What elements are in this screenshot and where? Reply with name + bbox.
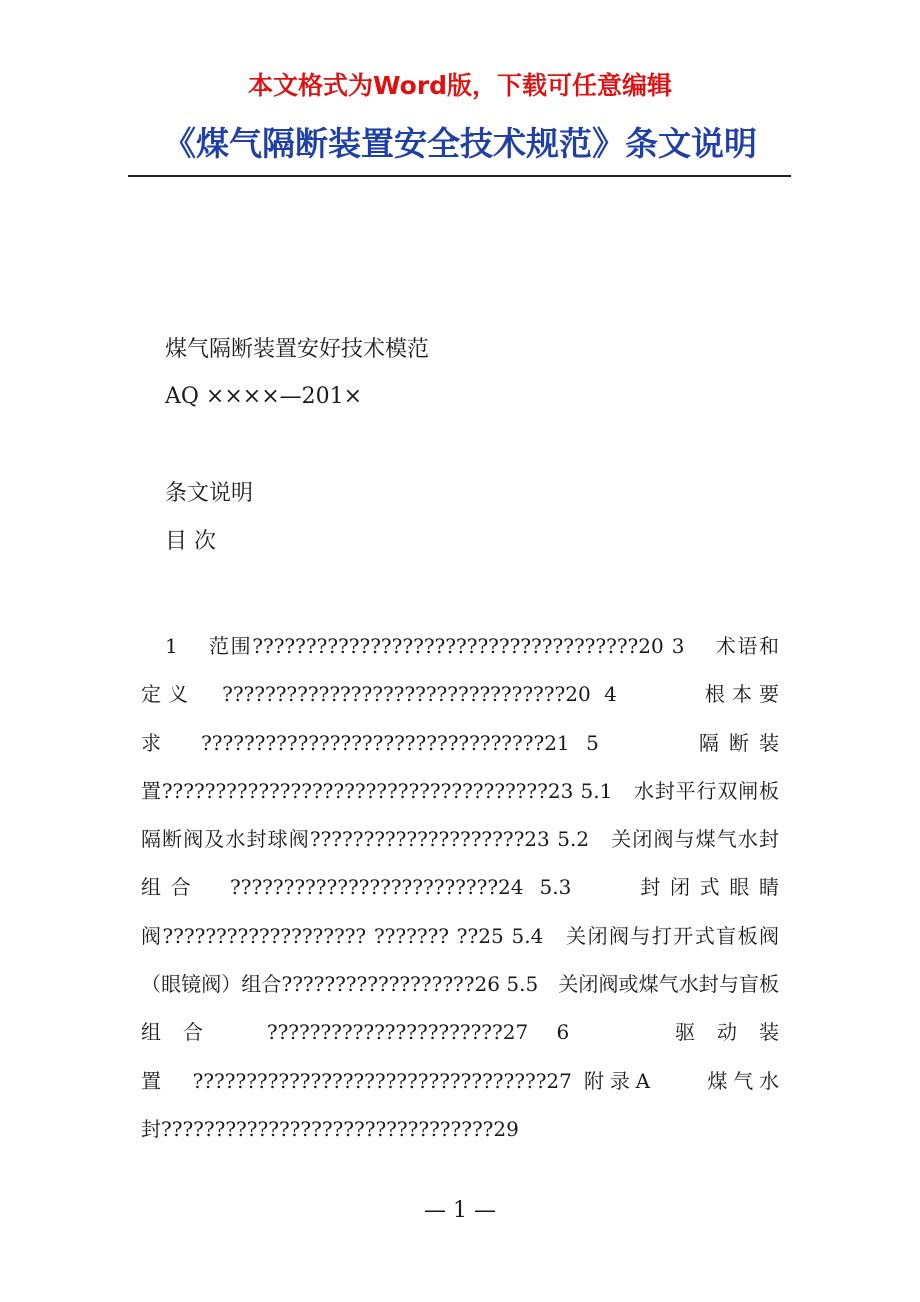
document-title: 《煤气隔断装置安全技术规范》条文说明 <box>163 124 757 163</box>
toc-entry-isolation-devices[interactable]: 5 隔断装置????????????????????????????????????23 <box>141 730 780 803</box>
toc-entry-appendix-a[interactable]: 附录A 煤气水封???????????????????????????????29 <box>141 1068 779 1141</box>
toc-entry-5-4[interactable]: 5.4 关闭阀与打开式盲板阀（眼镜阀）组合??????????????????26 <box>141 923 780 997</box>
toc-entry-5-2[interactable]: 5.2 关闭阀与煤气水封组合 ?????????????????????????24 <box>141 827 780 900</box>
standard-code: AQ ××××—201× <box>165 384 363 409</box>
section-heading: 条文说明 <box>165 481 254 506</box>
toc-entry-5-1[interactable]: 5.1 水封平行双闸板隔断阀及水封球阀????????????????????23 <box>141 778 780 852</box>
toc-entry-5-3[interactable]: 5.3 封闭式眼睛阀??????????????????? ??????? ??25 <box>141 875 780 948</box>
toc-entry-terms[interactable]: 3 术语和定义 ????????????????????????????????20 <box>141 634 779 707</box>
toc-entry-basic-requirements[interactable]: 4 根本要求 ????????????????????????????????21 <box>141 682 779 755</box>
title-divider <box>128 175 791 177</box>
toc-entry-scope[interactable]: 1 范围????????????????????????????????????20 <box>165 634 664 658</box>
toc-entry-5-5[interactable]: 5.5 关闭阀或煤气水封与盲板组合 ??????????????????????27 <box>141 972 779 1045</box>
standard-name: 煤气隔断装置安好技术模范 <box>165 337 430 362</box>
table-of-contents <box>141 622 779 1153</box>
toc-heading: 目 次 <box>165 529 216 554</box>
download-notice: 本文格式为Word版，下载可任意编辑 <box>247 71 673 100</box>
toc-entry-drive-devices[interactable]: 6 驱动装置 ?????????????????????????????????27 <box>141 1020 779 1093</box>
page-number: — 1 — <box>424 1198 496 1223</box>
